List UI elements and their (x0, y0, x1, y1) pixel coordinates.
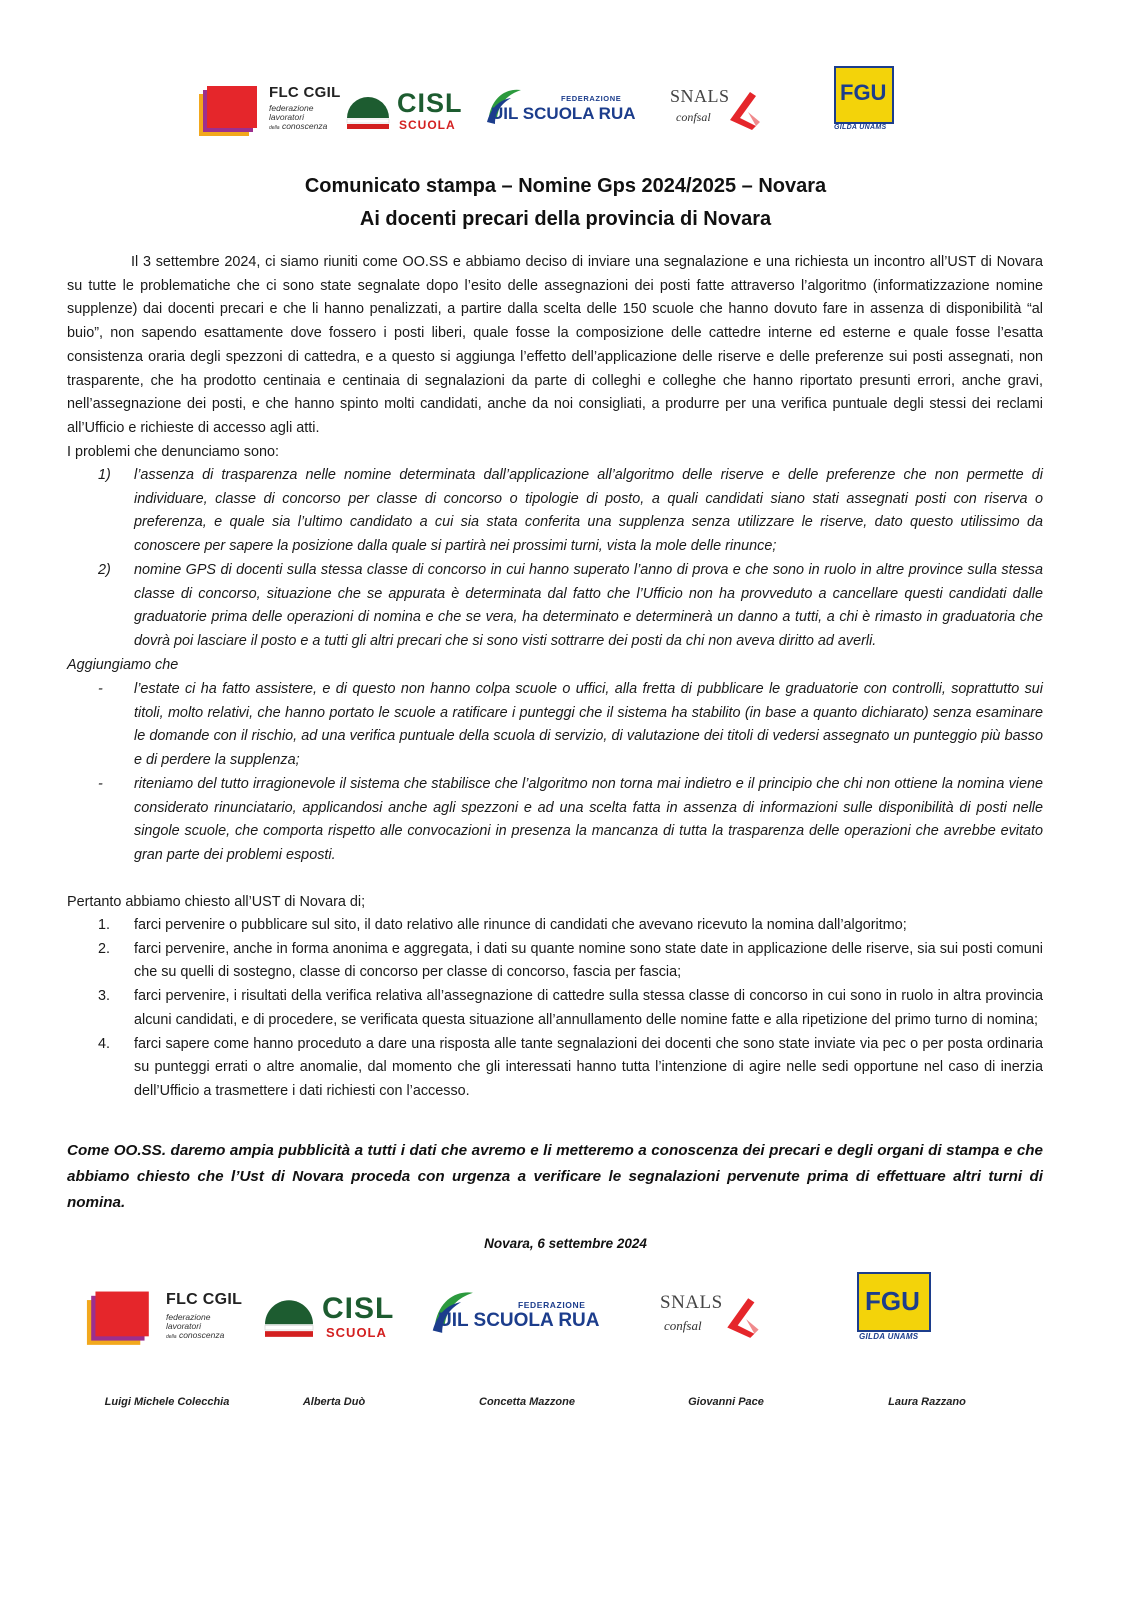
requests-label: Pertanto abbiamo chiesto all’UST di Novara di; (67, 894, 366, 910)
problems-label: I problemi che denunciamo sono: (67, 444, 279, 460)
flc-cgil-flag-icon (195, 78, 265, 138)
snals-confsal-label: confsal (676, 110, 711, 124)
list-marker: 3. (98, 988, 111, 1005)
cisl-arch-icon (345, 88, 391, 130)
flc-cgil-subtitle: federazione lavoratori della conoscenza (269, 103, 328, 131)
list-item: 1) l’assenza di trasparenza nelle nomine determinata dall’applicazione all’algoritmo delle riserve e delle preferenze che non permette di individuare, classe di concorso per classe di concorso o tipologie di posto, a quali candidati siano stati assegnati posti con riserva o preferenza, e quale sia l’ultimo candidato a cui sia stata conferita una supplenza senza utilizzare le riserve, dato questo utilissimo da conoscere per sapere la posizione dalla quale si partirà nei prossimi turni, vista la mole delle rinunce; (67, 464, 1043, 559)
cisl-scuola-label: SCUOLA (326, 1325, 387, 1340)
list-marker: 4. (98, 1035, 111, 1052)
signature-uil: Concetta Mazzone (479, 1396, 575, 1408)
gilda-unams-label: GILDA UNAMS (859, 1332, 919, 1341)
signature-flc-cgil: Luigi Michele Colecchia (104, 1396, 230, 1408)
signature-snals: Giovanni Pace (688, 1396, 764, 1408)
cisl-arch-icon (262, 1290, 316, 1338)
intro-paragraph: Il 3 settembre 2024, ci siamo riuniti come OO.SS e abbiamo deciso di inviare una segnalazione e una richiesta un incontro all’UST di Novara su tutte le problematiche che ci sono state segnalate dopo l’esito delle assegnazioni dei posti fatte attraverso l’algoritmo (informatizzazione nomine supplenze) dai docenti precari e che li hanno penalizzati, a partire dalla scelta delle 150 scuole che hanno dovuto fare in assenza di disponibilità “al buio”, non sapendo esattamente dove fossero i posti liberi, quale fosse la composizione delle cattedre interne ed esterne e quale fosse l’esatta consistenza oraria degli spezzoni di cattedra, e a questo si aggiunga l’effetto dell’applicazione delle riserve e delle preferenze sui posti assegnati, non trasparente, che ha prodotto centinaia e centinaia di segnalazioni da parte di colleghi e colleghe che hanno riportato presunti errori, anche gravi, nell’assegnazione dei posti, e che hanno spinto molti candidati, anche da noi consigliati, a produrre per una verifica puntuale degli stessi dei reclami all’Ufficio e richieste di accesso agli atti. (67, 254, 1043, 436)
flc-cgil-flag-icon (80, 1283, 160, 1347)
snals-wordmark: SNALS (670, 86, 730, 106)
list-marker: 2) (98, 561, 111, 578)
flc-cgil-title: FLC CGIL (269, 84, 341, 101)
signature-cisl: Alberta Duò (302, 1396, 366, 1408)
list-item: - l’estate ci ha fatto assistere, e di questo non hanno colpa scuole o uffici, alla fretta di pubblicare le graduatorie con controlli, soprattutto sui titoli, molto relativi, che hanno portato le scuole a ratificare i punteggi che il sistema ha stabilito (in base a quanto dichiarato) senza esaminare le domande con il rischio, ad una verifica puntuale della scuola di servizio, di valutazione dei titoli di vedersi assegnato un punteggio più basso e di perdere la supplenza; (67, 678, 1043, 773)
flc-cgil-subtitle: federazione lavoratori della conoscenza (166, 1312, 225, 1340)
snals-arrow-icon (726, 86, 766, 132)
snals-confsal-label: confsal (664, 1318, 702, 1333)
list-marker: 2. (98, 940, 111, 957)
snals-confsal-logo (668, 84, 768, 134)
list-marker: - (98, 681, 103, 697)
signature-gilda: Laura Razzano (888, 1396, 966, 1408)
gilda-fgu-mark: FGU (865, 1286, 920, 1316)
gilda-unams-label: GILDA UNAMS (834, 124, 887, 131)
cisl-wordmark: CISL (397, 88, 463, 118)
uil-federazione-label: FEDERAZIONE (518, 1300, 586, 1310)
additions-list (67, 678, 1043, 868)
flc-cgil-logo (80, 1283, 243, 1349)
uil-scuola-rua-wordmark: UIL SCUOLA RUA (491, 104, 636, 123)
cisl-scuola-logo (345, 86, 470, 134)
closing-statement: Come OO.SS. daremo ampia pubblicità a tutti i dati che avremo e li metteremo a conoscenza dei precari e degli organi di stampa e che abbiamo chiesto che l’Ust di Novara proceda con urgenza a verificare le segnalazioni pervenute prima di effettuare altri turni di nomina. (67, 1142, 1043, 1211)
list-item: 1. farci pervenire o pubblicare sul sito, il dato relativo alle rinunce di candidati che avevano ricevuto la nomina dall’algoritmo; (67, 914, 1043, 938)
requests-list (67, 914, 1043, 1104)
document-subtitle: Ai docenti precari della provincia di Novara (359, 208, 772, 230)
additions-label: Aggiungiamo che (67, 657, 179, 673)
list-item: 2. farci pervenire, anche in forma anonima e aggregata, i dati su quante nomine sono state date in applicazione delle riserve, sia sui posti comuni che su quelli di sostegno, classe di concorso per classe di concorso, fascia per fascia; (67, 938, 1043, 985)
flc-cgil-title: FLC CGIL (166, 1291, 243, 1308)
uil-scuola-rua-logo (430, 1288, 620, 1340)
gilda-unams-logo (832, 66, 896, 138)
flc-cgil-logo (195, 78, 341, 140)
list-marker: 1. (98, 917, 111, 933)
list-marker: 1) (98, 467, 111, 483)
problems-list (67, 464, 1043, 654)
snals-wordmark: SNALS (660, 1292, 723, 1313)
cisl-wordmark: CISL (322, 1292, 395, 1325)
gilda-unams-logo (855, 1272, 935, 1346)
uil-scuola-rua-logo (485, 86, 640, 134)
list-item: 4. farci sapere come hanno proceduto a dare una risposta alle tante segnalazioni dei docenti che sono state inviate via pec o per posta ordinaria su punteggi errati o altre anomalie, dal momento che gli interessati hanno tutta l’intenzione di agire nelle sedi opportune nel caso di inerzia dell’Ufficio a trasmettere i dati richiesti con l’accesso. (67, 1033, 1043, 1104)
gilda-fgu-mark: FGU (840, 80, 887, 105)
uil-scuola-rua-wordmark: UIL SCUOLA RUA (438, 1310, 600, 1331)
document-date: Novara, 6 settembre 2024 (484, 1236, 647, 1251)
list-item: - riteniamo del tutto irragionevole il sistema che stabilisce che l’algoritmo non torna mai indietro e il principio che chi non ottiene la nomina viene considerato rinunciatario, applicandosi anche agli spezzoni e ad una scelta fatta in assenza di informazioni sulle disponibilità di posti nelle singole scuole, che comporta rispetto alle convocazioni in presenza la mancanza di tutta la trasparenza delle operazioni che avrebbe evitato gran parte dei problemi esposti. (67, 773, 1043, 868)
cisl-scuola-label: SCUOLA (399, 118, 456, 132)
list-item: 3. farci pervenire, i risultati della verifica relativa all’assegnazione di cattedre sulla stessa classe di concorso in cui sono in ruolo in altra provincia alcuni candidati, e di procedere, se verificata questa situazione all’annullamento delle nomine fatte e alla ripetizione del primo turno di nomina; (67, 985, 1043, 1032)
snals-arrow-icon (722, 1292, 766, 1340)
list-item: 2) nomine GPS di docenti sulla stessa classe di concorso in cui hanno superato l’anno di prova e che sono in ruolo in altre province sulla stessa classe di concorso, situazione che se appurata è determinata dal fatto che l’Ufficio non ha provveduto a cancellare questi candidati dalle graduatorie prima delle operazioni di nomina e che se vera, ha determinato e determinerà un danno a tutti, a chi è rimasto in graduatoria che dovrà poi lasciare il posto e a tutti gli altri precari che si sono visti sottrarre dei posti da chi non aveva diritto ad averli. (67, 559, 1043, 654)
uil-federazione-label: FEDERAZIONE (561, 94, 622, 103)
snals-confsal-logo (658, 1290, 773, 1342)
cisl-scuola-logo (262, 1290, 412, 1342)
list-marker: - (98, 775, 103, 792)
document-title: Comunicato stampa – Nomine Gps 2024/2025 – Novara (304, 175, 827, 197)
